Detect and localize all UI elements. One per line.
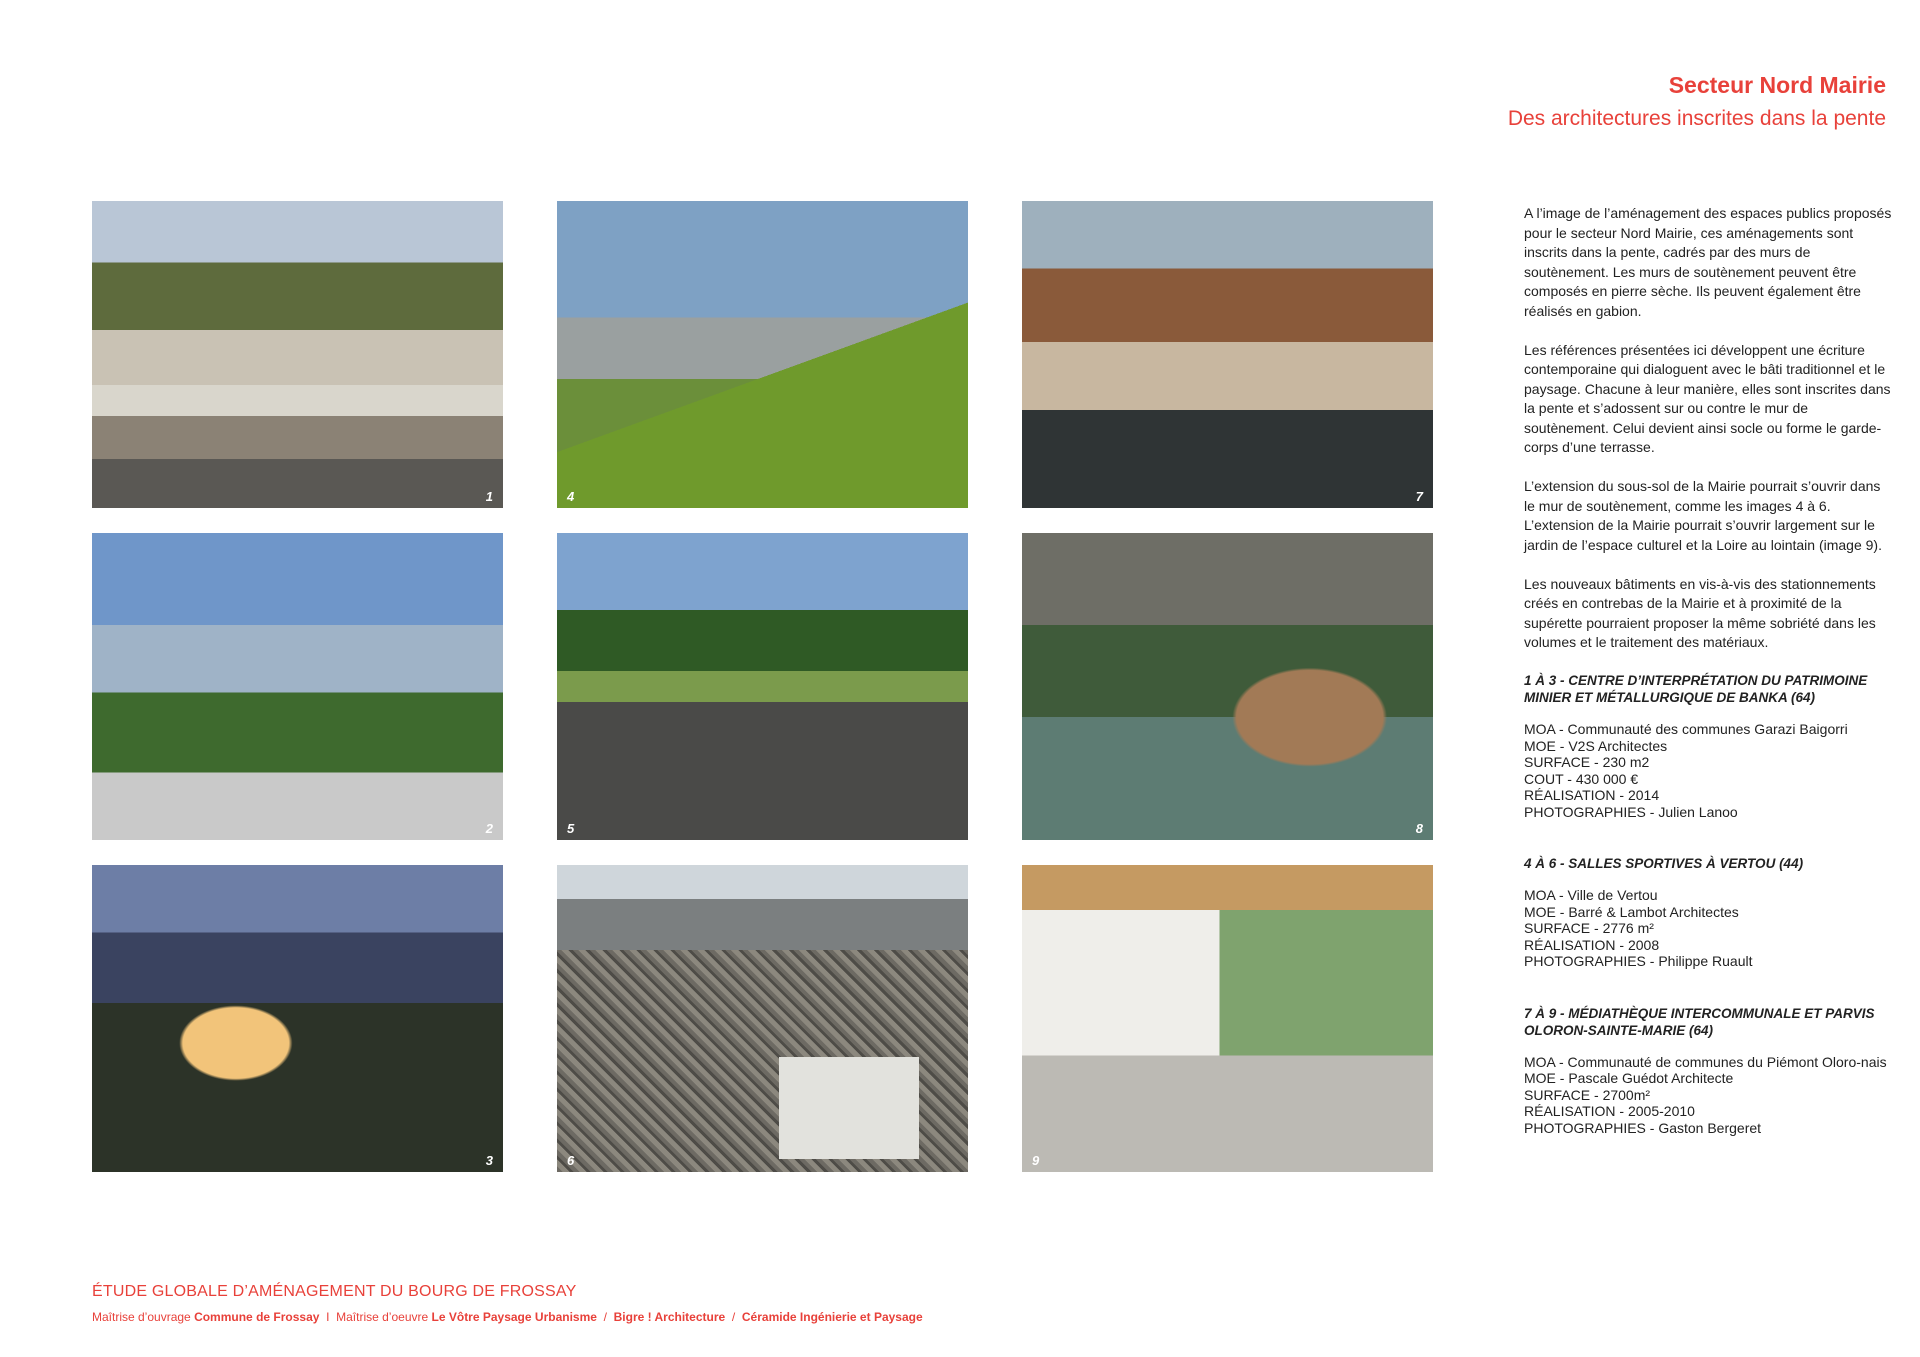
moa-value: Commune de Frossay [194,1310,320,1324]
photo-number: 2 [485,821,493,836]
reference-line: MOA - Ville de Vertou [1524,887,1658,903]
reference-title: 4 À 6 - SALLES SPORTIVES À VERTOU (44) [1524,856,1804,871]
description-column [1524,204,1894,1171]
separator: / [603,1310,607,1324]
photo-number: 5 [567,821,575,836]
body-paragraph: Les références présentées ici développent une écriture contemporaine qui dialoguent avec le bâti traditionnel et le paysage. Chacune à leur manière, elles sont inscrites dans la pente et s’adossent sur ou contre le mur de soutènement. Celui devient ainsi socle ou forme le garde-corps d’une terrasse. [1524,341,1891,455]
reference-line: MOE - V2S Architectes [1524,737,1668,754]
reference-line: MOA - Communauté de communes du Piémont Oloro-nais [1524,1053,1887,1070]
reference-block [1524,1005,1894,1137]
photo-number: 3 [485,1153,493,1168]
moa-label: Maîtrise d’ouvrage [92,1310,191,1324]
page-footer [92,1283,923,1324]
photo-5 [557,533,968,840]
photo-8 [1022,533,1433,840]
photo-9 [1022,865,1433,1172]
reference-line: SURFACE - 2776 m² [1524,920,1654,936]
photo-7 [1022,201,1433,508]
photo-number: 6 [567,1153,575,1168]
photo-number: 7 [1415,489,1423,504]
photo-number: 4 [567,489,575,504]
reference-line: MOA - Communauté des communes Garazi Baigorri [1524,721,1848,737]
reference-line: MOE - Barré & Lambot Architectes [1524,903,1739,920]
reference-line: RÉALISATION - 2014 [1524,787,1660,803]
photo-number: 1 [485,489,493,504]
reference-line: SURFACE - 230 m2 [1524,754,1650,770]
body-paragraph: A l’image de l’aménagement des espaces publics proposés pour le secteur Nord Mairie, ces aménagements sont inscrits dans la pente, cadrés par des murs de soutènement. Les murs de soutènement peuvent être composés en pierre sèche. Ils peuvent également être réalisés en gabion. [1524,205,1892,319]
moe-value: Céramide Ingénierie et Paysage [741,1310,923,1324]
separator: I [326,1310,330,1324]
footer-title: ÉTUDE GLOBALE D’AMÉNAGEMENT DU BOURG DE FROSSAY [92,1283,577,1300]
reference-line: PHOTOGRAPHIES - Philippe Ruault [1524,953,1753,969]
reference-line: RÉALISATION - 2008 [1524,936,1660,953]
photo-number: 9 [1032,1153,1040,1168]
moe-label: Maîtrise d’oeuvre [336,1310,429,1324]
photo-4 [557,201,968,508]
moe-value: Bigre ! Architecture [613,1310,726,1324]
photo-grid [92,201,1434,1172]
reference-line: RÉALISATION - 2005-2010 [1524,1103,1695,1119]
body-paragraph: Les nouveaux bâtiments en vis-à-vis des stationnements créés en contrebas de la Mairie et à proximité de la supérette pourraient proposer la même sobriété dans les volumes et le traitement des matériaux. [1524,575,1876,650]
page-header [1508,70,1886,132]
photo-number: 8 [1415,821,1423,836]
footer-credits [92,1310,923,1324]
photo-2 [92,533,503,840]
photo-6 [557,865,968,1172]
separator: / [731,1310,736,1324]
page-title: Secteur Nord Mairie [1668,72,1886,98]
reference-line: SURFACE - 2700m² [1524,1086,1651,1103]
photo-3 [92,865,503,1172]
reference-title: 1 À 3 - CENTRE D’INTERPRÉTATION DU PATRIMOINE MINIER ET MÉTALLURGIQUE DE BANKA (64) [1524,673,1868,705]
reference-title: 7 À 9 - MÉDIATHÈQUE INTERCOMMUNALE ET PARVIS OLORON-SAINTE-MARIE (64) [1524,1005,1875,1038]
reference-line: PHOTOGRAPHIES - Julien Lanoo [1524,803,1738,820]
body-paragraph: L’extension du sous-sol de la Mairie pourrait s’ouvrir dans le mur de soutènement, comme les images 4 à 6. L’extension de la Mairie pourrait s’ouvrir largement sur le jardin de l’espace culturel et la Loire au lointain (image 9). [1524,478,1882,553]
photo-1 [92,201,503,508]
reference-line: MOE - Pascale Guédot Architecte [1524,1070,1734,1086]
moe-value: Le Vôtre Paysage Urbanisme [431,1310,597,1324]
reference-line: PHOTOGRAPHIES - Gaston Bergeret [1524,1119,1762,1136]
reference-block [1524,855,1894,970]
reference-line: COUT - 430 000 € [1524,770,1639,787]
page-subtitle: Des architectures inscrites dans la pente [1507,107,1886,130]
reference-block [1524,672,1894,820]
